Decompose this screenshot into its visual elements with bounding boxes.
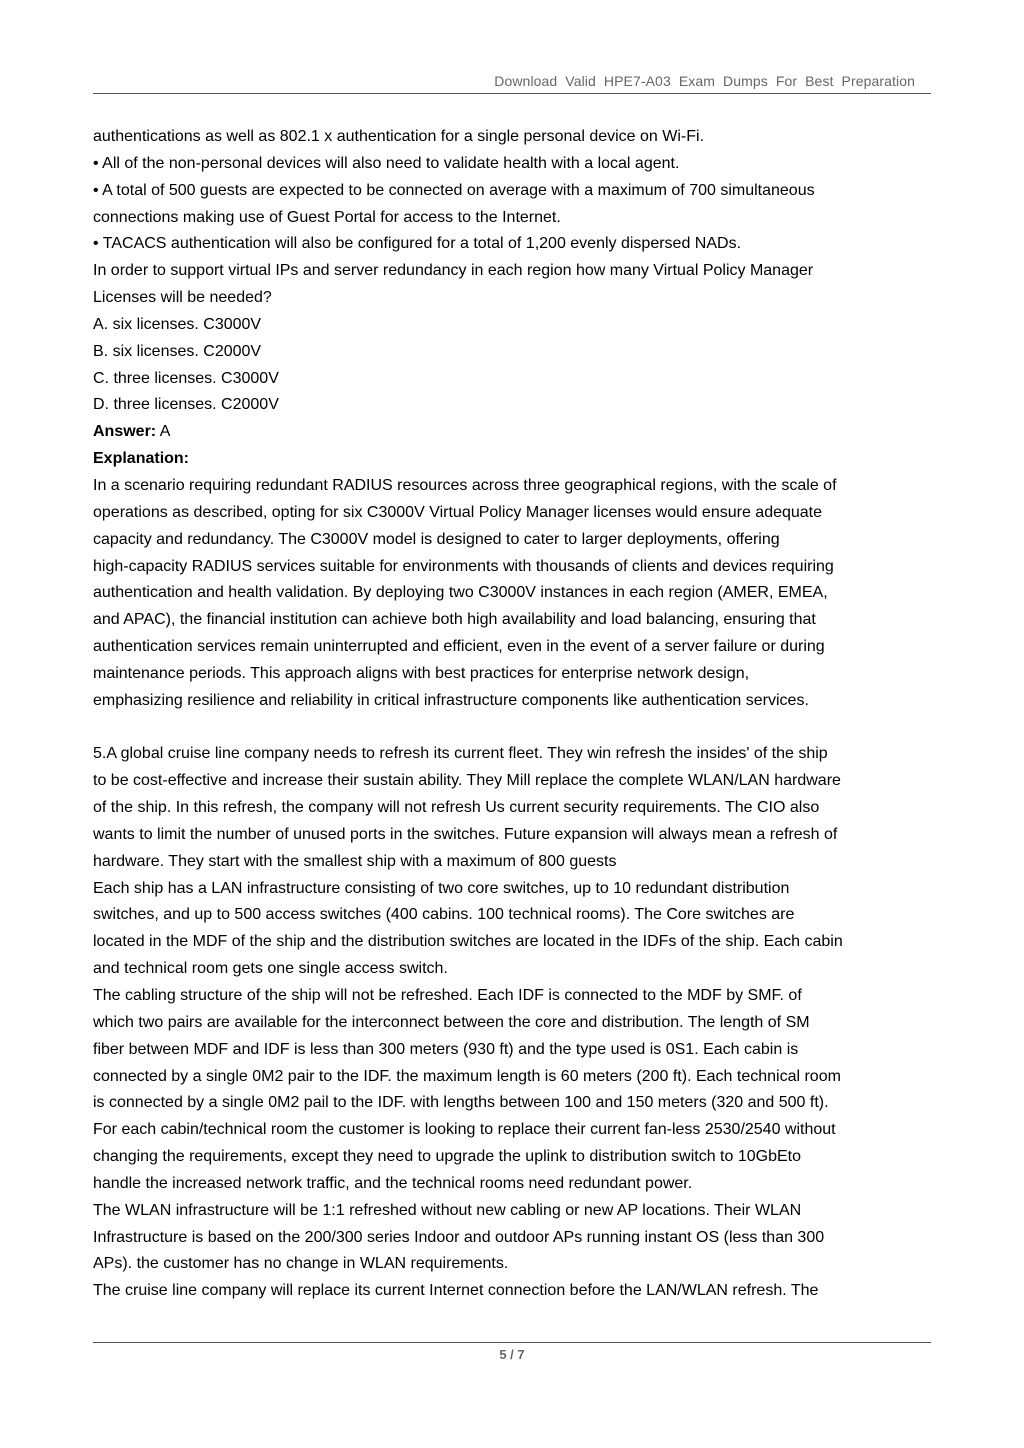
answer-option-b: B. six licenses. C2000V [93, 342, 262, 360]
question5-line: The cabling structure of the ship will not be refreshed. Each IDF is connected to the MDF by SMF. of [93, 987, 802, 1004]
question5-line: APs). the customer has no change in WLAN requirements. [93, 1255, 509, 1273]
answer-value: A [156, 423, 171, 441]
answer-option-c: C. three licenses. C3000V [93, 369, 279, 387]
question-line: connections making use of Guest Portal for access to the Internet. [93, 208, 561, 226]
question5-line: is connected by a single 0M2 pail to the IDF. with lengths between 100 and 150 meters (320 and 500 ft). [93, 1094, 829, 1112]
question5-line: Each ship has a LAN infrastructure consisting of two core switches, up to 10 redundant distribution [93, 879, 790, 897]
explanation-line: authentication services remain uninterrupted and efficient, even in the event of a server failure or during [93, 638, 825, 656]
question5-line: fiber between MDF and IDF is less than 300 meters (930 ft) and the type used is 0S1. Each cabin is [93, 1040, 799, 1058]
question5-line: connected by a single 0M2 pair to the IDF. the maximum length is 60 meters (200 ft). Each technical room [93, 1067, 841, 1085]
page-number: 5 / 7 [499, 1347, 525, 1362]
explanation-label: Explanation: [93, 450, 190, 468]
question5-line: hardware. They start with the smallest ship with a maximum of 800 guests [93, 852, 617, 870]
explanation-line: and APAC), the financial institution can achieve both high availability and load balancing, ensuring that [93, 611, 816, 629]
question5-line: of the ship. In this refresh, the company will not refresh Us current security requirements. The CIO also [93, 799, 820, 817]
question5-line: The cruise line company will replace its current Internet connection before the LAN/WLAN refresh. The [93, 1282, 819, 1300]
question5-line: located in the MDF of the ship and the distribution switches are located in the IDFs of the ship. Each cabin [93, 933, 843, 951]
question-line: • A total of 500 guests are expected to be connected on average with a maximum of 700 simultaneous [93, 181, 815, 199]
answer-option-d: D. three licenses. C2000V [93, 396, 279, 414]
footer-divider [93, 1342, 931, 1343]
explanation-line: In a scenario requiring redundant RADIUS resources across three geographical regions, with the scale of [93, 476, 837, 494]
question5-line: Infrastructure is based on the 200/300 series Indoor and outdoor APs running instant OS (less than 300 [93, 1228, 825, 1246]
question5-line: changing the requirements, except they need to upgrade the uplink to distribution switch to 10GbEto [93, 1148, 801, 1166]
question-line: In order to support virtual IPs and server redundancy in each region how many Virtual Policy Manager [93, 262, 814, 280]
question5-line: handle the increased network traffic, and the technical rooms need redundant power. [93, 1174, 693, 1192]
paragraph-spacer [93, 715, 933, 742]
question-line: • All of the non-personal devices will also need to validate health with a local agent. [93, 154, 680, 172]
question5-line: and technical room gets one single access switch. [93, 960, 448, 978]
answer-label: Answer: [93, 423, 157, 441]
question-line: authentications as well as 802.1 x authentication for a single personal device on Wi-Fi. [93, 128, 705, 145]
question5-line: which two pairs are available for the interconnect between the core and distribution. The length of SM [93, 1013, 810, 1031]
question5-line: For each cabin/technical room the customer is looking to replace their current fan-less 2530/2540 without [93, 1121, 836, 1139]
answer-option-a: A. six licenses. C3000V [93, 315, 262, 333]
question-line: Licenses will be needed? [93, 289, 272, 307]
explanation-line: emphasizing resilience and reliability in critical infrastructure components like authentication services. [93, 691, 809, 709]
question5-line: wants to limit the number of unused ports in the switches. Future expansion will always mean a refresh of [93, 825, 838, 843]
explanation-line: maintenance periods. This approach aligns with best practices for enterprise network design, [93, 664, 750, 682]
header-divider [93, 93, 931, 94]
question5-line: switches, and up to 500 access switches (400 cabins. 100 technical rooms). The Core switches are [93, 906, 795, 924]
question5-line: The WLAN infrastructure will be 1:1 refreshed without new cabling or new AP locations. Their WLAN [93, 1201, 802, 1219]
document-body [93, 124, 933, 1305]
answer-line [93, 419, 933, 446]
explanation-line: high-capacity RADIUS services suitable for environments with thousands of clients and devices requiring [93, 557, 834, 575]
question5-line: to be cost-effective and increase their sustain ability. They Mill replace the complete WLAN/LAN hardware [93, 772, 841, 790]
explanation-line: authentication and health validation. By deploying two C3000V instances in each region (AMER, EMEA, [93, 584, 828, 602]
question-line: • TACACS authentication will also be configured for a total of 1,200 evenly dispersed NADs. [93, 235, 742, 253]
page-header-title: Download Valid HPE7-A03 Exam Dumps For Best Preparation [494, 73, 915, 89]
explanation-line: operations as described, opting for six C3000V Virtual Policy Manager licenses would ensure adequate [93, 503, 823, 521]
question5-line: 5.A global cruise line company needs to refresh its current fleet. They win refresh the insides' of the ship [93, 745, 828, 763]
explanation-line: capacity and redundancy. The C3000V model is designed to cater to larger deployments, offering [93, 530, 780, 548]
